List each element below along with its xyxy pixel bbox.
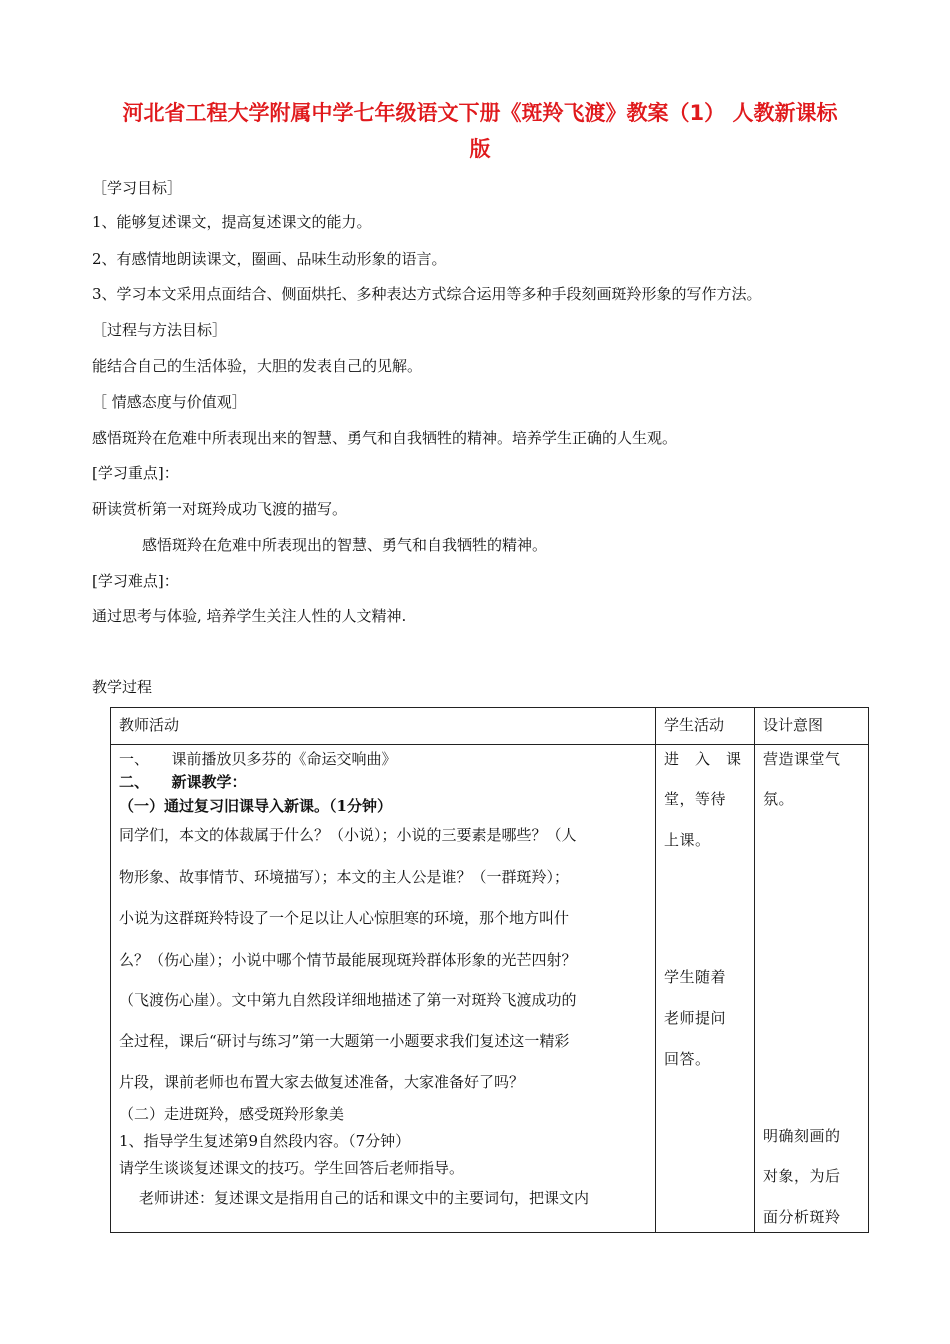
student-line: 学生随着	[664, 968, 727, 986]
teacher-line: 老师讲述：复述课文是指用自己的话和课文中的主要词句，把课文内	[139, 1189, 590, 1207]
teacher-line: （飞渡伤心崖）。文中第九自然段详细地描述了第一对斑羚飞渡成功的	[119, 991, 577, 1009]
teacher-line: （二）走进斑羚，感受斑羚形象美	[119, 1105, 345, 1123]
teacher-line: 小说为这群斑羚特设了一个足以让人心惊胆寒的环境，那个地方叫什	[119, 909, 570, 927]
student-line: 堂，等待	[664, 790, 727, 808]
teacher-line: 同学们，本文的体裁属于什么？（小说）；小说的三要素是哪些？（人	[119, 826, 577, 844]
focus-text-1: 研读赏析第一对斑羚成功飞渡的描写。	[92, 500, 348, 518]
design-line: 面分析斑羚	[763, 1208, 841, 1226]
teacher-line: 一、 课前播放贝多芬的《命运交响曲》	[119, 750, 397, 768]
teacher-line: （一）通过复习旧课导入新课。（1分钟）	[119, 797, 392, 815]
teacher-line: 物形象、故事情节、环境描写）；本文的主人公是谁？（一群斑羚）；	[119, 868, 570, 886]
emotion-heading: ［ 情感态度与价值观］	[92, 393, 247, 411]
design-line: 对象，为后	[763, 1167, 841, 1185]
goal-3: 3、学习本文采用点面结合、侧面烘托、多种表达方式综合运用等多种手段刻画斑羚形象的写作方法。	[92, 285, 762, 303]
goals-heading: ［学习目标］	[92, 179, 183, 197]
teacher-line: 么？（伤心崖）；小说中哪个情节最能展现斑羚群体形象的光芒四射？	[119, 951, 577, 969]
table-header-row	[111, 708, 869, 745]
design-line: 营造课堂气	[763, 750, 841, 768]
student-line: 上课。	[664, 831, 711, 849]
teacher-line: 二、 新课教学：	[119, 773, 247, 791]
process-text: 能结合自己的生活体验，大胆的发表自己的见解。	[92, 357, 423, 375]
document-title	[90, 95, 870, 167]
design-line: 明确刻画的	[763, 1127, 841, 1145]
teacher-line: 1、指导学生复述第9自然段内容。（7分钟）	[119, 1132, 411, 1150]
difficulty-text: 通过思考与体验, 培养学生关注人性的人文精神.	[92, 607, 407, 625]
difficulty-heading: [学习难点]：	[92, 572, 179, 590]
design-intent-cell	[755, 745, 869, 1233]
design-line: 氛。	[763, 790, 795, 808]
header-cell-student	[656, 708, 755, 745]
emotion-text: 感悟斑羚在危难中所表现出来的智慧、勇气和自我牺牲的精神。培养学生正确的人生观。	[92, 429, 678, 447]
teaching-process-table	[110, 707, 869, 1233]
table-row	[111, 745, 869, 1233]
student-activity-cell	[656, 745, 755, 1233]
focus-heading: [学习重点]：	[92, 464, 179, 482]
student-line: 进 入 课	[664, 750, 742, 768]
process-heading: ［过程与方法目标］	[92, 321, 228, 339]
student-line: 回答。	[664, 1050, 711, 1068]
student-line: 老师提问	[664, 1009, 727, 1027]
teacher-line: 全过程，课后“研讨与练习”第一大题第一小题要求我们复述这一精彩	[119, 1032, 570, 1050]
goal-1: 1、能够复述课文，提高复述课文的能力。	[92, 213, 372, 231]
teaching-process-label: 教学过程	[92, 678, 153, 696]
focus-text-2: 感悟斑羚在危难中所表现出的智慧、勇气和自我牺牲的精神。	[142, 536, 548, 554]
header-student: 学生活动	[664, 716, 725, 734]
teacher-activity-cell	[111, 745, 656, 1233]
goal-2: 2、有感情地朗读课文，圈画、品味生动形象的语言。	[92, 250, 447, 268]
teacher-line: 片段，课前老师也布置大家去做复述准备，大家准备好了吗？	[119, 1073, 525, 1091]
header-cell-teacher	[111, 708, 656, 745]
teacher-line: 请学生谈谈复述课文的技巧。学生回答后老师指导。	[119, 1159, 465, 1177]
header-design: 设计意图	[763, 716, 824, 734]
header-teacher: 教师活动	[119, 716, 180, 734]
header-cell-design	[755, 708, 869, 745]
title-line-1: 河北省工程大学附属中学七年级语文下册《斑羚飞渡》教案（1） 人教新课标	[122, 101, 838, 125]
title-line-2: 版	[469, 137, 491, 161]
